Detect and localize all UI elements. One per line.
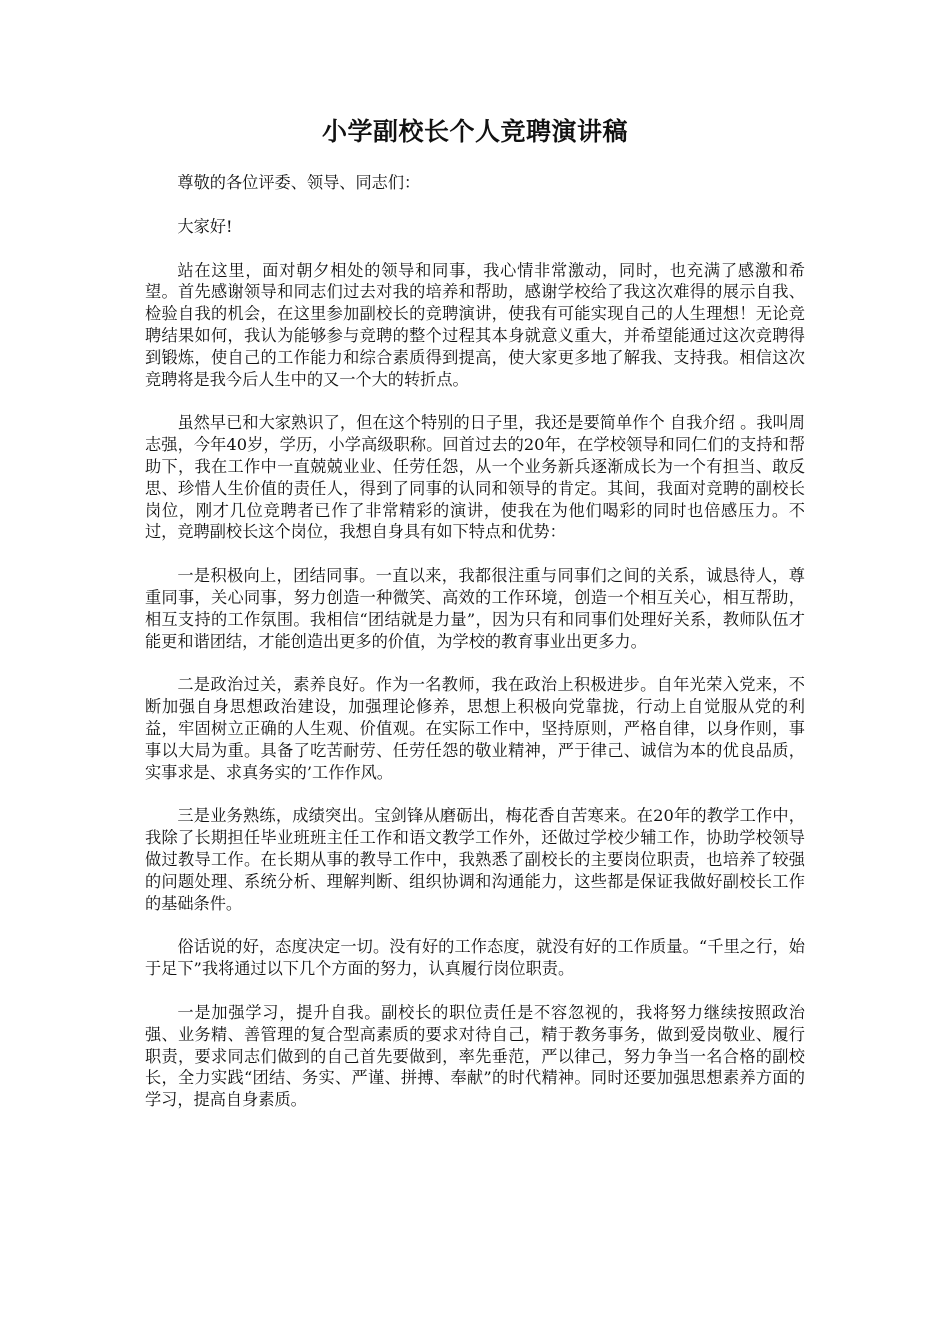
- salutation: 尊敬的各位评委、领导、同志们：: [177, 173, 421, 192]
- greeting: 大家好!: [177, 216, 233, 236]
- document-title: 小学副校长个人竞聘演讲稿: [321, 117, 628, 146]
- body-paragraph-5: 三是业务熟练，成绩突出。宝剑锋从磨砺出，梅花香自苦寒来。在20年的教学工作中，我除了长期担任毕业班班主任工作和语文教学工作外，还做过学校少辅工作，协助学校领导做过教导工作。在长期从事的教导工作中，我熟悉了副校长的主要岗位职责，也培养了较强的问题处理、系统分析、理解判断、组织协调和沟通能力，这些都是保证我做好副校长工作的基础条件。: [145, 806, 805, 913]
- document-page: [145, 112, 805, 1133]
- body-paragraph-7: 一是加强学习，提升自我。副校长的职位责任是不容忽视的，我将努力继续按照政治强、业务精、善管理的复合型高素质的要求对待自己，精于教务事务，做到爱岗敬业、履行职责，要求同志们做到的自己首先要做到，率先垂范，严以律己，努力争当一名合格的副校长，全力实践“团结、务实、严谨、拼搏、奉献”的时代精神。同时还要加强思想素养方面的学习，提高自身素质。: [145, 1002, 805, 1110]
- body-paragraph-4: 二是政治过关，素养良好。作为一名教师，我在政治上积极进步。自年光荣入党来，不断加强自身思想政治建设，加强理论修养，思想上积极向党靠拢，行动上自觉服从党的利益，牢固树立正确的人生观、价值观。在实际工作中，坚持原则，严格自律，以身作则，事事以大局为重。具备了吃苦耐劳、任劳任怨的敬业精神，严于律己、诚信为本的优良品质，实事求是、求真务实的’工作作风。: [145, 675, 805, 782]
- body-paragraph-6: 俗话说的好，态度决定一切。没有好的工作态度，就没有好的工作质量。“千里之行，始于足下”我将通过以下几个方面的努力，认真履行岗位职责。: [145, 937, 805, 979]
- body-paragraph-3: 一是积极向上，团结同事。一直以来，我都很注重与同事们之间的关系，诚恳待人，尊重同事，关心同事，努力创造一种微笑、高效的工作环境，创造一个相互关心，相互帮助，相互支持的工作氛围。我相信“团结就是力量”，因为只有和同事们处理好关系，教师队伍才能更和谐团结，才能创造出更多的价值，为学校的教育事业出更多力。: [145, 566, 805, 651]
- body-paragraph-1: 站在这里，面对朝夕相处的领导和同事，我心情非常激动，同时，也充满了感激和希望。首先感谢领导和同志们过去对我的培养和帮助，感谢学校给了我这次难得的展示自我、检验自我的机会，在这里参加副校长的竞聘演讲，使我有可能实现自己的人生理想！无论竞聘结果如何，我认为能够参与竞聘的整个过程其本身就意义重大，并希望能通过这次竞聘得到锻炼，使自己的工作能力和综合素质得到提高，使大家更多地了解我、支持我。相信这次竞聘将是我今后人生中的又一个大的转折点。: [145, 260, 805, 389]
- body-paragraph-2: 虽然早已和大家熟识了，但在这个特别的日子里，我还是要简单作个 自我介绍 。我叫周志强，今年40岁，学历，小学高级职称。回首过去的20年，在学校领导和同仁们的支持和帮助下，我在工作中一直兢兢业业、任劳任怨，从一个业务新兵逐渐成长为一个有担当、敢反思、珍惜人生价值的责任人，得到了同事的认同和领导的肯定。其间，我面对竞聘的副校长岗位，刚才几位竞聘者已作了非常精彩的演讲，使我在为他们喝彩的同时也倍感压力。不过，竞聘副校长这个岗位，我想自身具有如下特点和优势：: [145, 413, 805, 542]
